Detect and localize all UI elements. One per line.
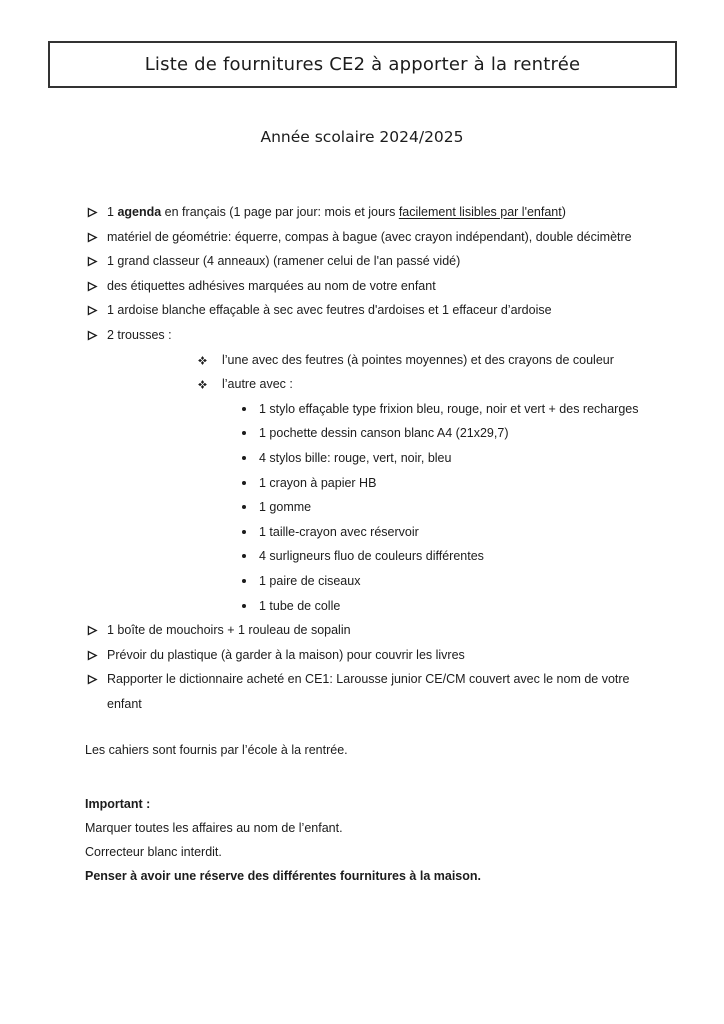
- list-item-text: Rapporter le dictionnaire acheté en CE1: Larousse junior CE/CM couvert avec le nom de votre: [107, 672, 630, 687]
- dot-bullet-icon: [242, 530, 246, 534]
- list-item-text: 1 ardoise blanche effaçable à sec avec feutres d'ardoises et 1 effaceur d’ardoise: [107, 303, 552, 318]
- important-label: Important :: [85, 796, 151, 811]
- list-item-ciseaux: [0, 569, 724, 594]
- note-correcteur: Correcteur blanc interdit.: [85, 845, 222, 860]
- list-item-text: l’une avec des feutres (à pointes moyennes) et des crayons de couleur: [222, 352, 614, 367]
- underlined-text: facilement lisibles par l'enfant: [398, 205, 562, 219]
- list-item-mouchoirs: [0, 618, 724, 643]
- note-cahiers: Les cahiers sont fournis par l’école à la rentrée.: [85, 743, 348, 758]
- list-item-text: 1 agenda en français (1 page par jour: mois et jours facilement lisibles par l'enfant): [107, 205, 566, 219]
- arrow-bullet-icon: [87, 305, 98, 316]
- agenda-bold-text: agenda: [117, 205, 162, 219]
- list-item-text: 1 paire de ciseaux: [259, 573, 361, 588]
- dot-bullet-icon: [242, 456, 246, 460]
- list-item-text: matériel de géométrie: équerre, compas à bague (avec crayon indépendant), double décimètre: [107, 229, 632, 244]
- list-item-stylo-frixion: [0, 397, 724, 422]
- school-year-subtitle: Année scolaire 2024/2025: [260, 128, 464, 146]
- list-item-text: 1 taille-crayon avec réservoir: [259, 524, 419, 539]
- list-item-text: 4 stylos bille: rouge, vert, noir, bleu: [259, 450, 452, 465]
- list-item-text: 1 pochette dessin canson blanc A4 (21x29,7): [259, 426, 509, 441]
- diamond-bullet-icon: [198, 356, 207, 365]
- list-item-surligneurs: [0, 544, 724, 569]
- list-item-etiquettes: [0, 274, 724, 299]
- list-item-crayon: [0, 471, 724, 496]
- list-item-ardoise: [0, 298, 724, 323]
- list-item-text: enfant: [107, 696, 142, 711]
- list-item-dictionnaire-continuation: [0, 692, 724, 717]
- arrow-bullet-icon: [87, 232, 98, 243]
- list-item-plastique: [0, 643, 724, 668]
- list-item-text: Prévoir du plastique (à garder à la maison) pour couvrir les livres: [107, 647, 465, 662]
- arrow-bullet-icon: [87, 256, 98, 267]
- arrow-bullet-icon: [87, 281, 98, 292]
- list-item-text: 2 trousses :: [107, 327, 172, 342]
- list-item-text: 1 crayon à papier HB: [259, 475, 377, 490]
- title-box: [48, 41, 677, 88]
- dot-bullet-icon: [242, 604, 246, 608]
- list-item-taille-crayon: [0, 520, 724, 545]
- diamond-bullet-icon: [198, 380, 207, 389]
- arrow-bullet-icon: [87, 650, 98, 661]
- list-item-text: 4 surligneurs fluo de couleurs différentes: [259, 549, 484, 564]
- list-item-geometrie: [0, 225, 724, 250]
- arrow-bullet-icon: [87, 207, 98, 218]
- arrow-bullet-icon: [87, 330, 98, 341]
- arrow-bullet-icon: [87, 674, 98, 685]
- dot-bullet-icon: [242, 407, 246, 411]
- list-item-text: 1 gomme: [259, 500, 312, 515]
- list-item-text: l’autre avec :: [222, 377, 293, 392]
- list-item-colle: [0, 594, 724, 619]
- page-title: Liste de fournitures CE2 à apporter à la rentrée: [144, 54, 581, 75]
- dot-bullet-icon: [242, 505, 246, 509]
- dot-bullet-icon: [242, 554, 246, 558]
- list-item-text: des étiquettes adhésives marquées au nom de votre enfant: [107, 278, 436, 293]
- dot-bullet-icon: [242, 579, 246, 583]
- list-item-dictionnaire: [0, 667, 724, 692]
- arrow-bullet-icon: [87, 625, 98, 636]
- dot-bullet-icon: [242, 481, 246, 485]
- list-item-stylos-bille: [0, 446, 724, 471]
- dot-bullet-icon: [242, 431, 246, 435]
- note-marquer: Marquer toutes les affaires au nom de l’enfant.: [85, 820, 343, 835]
- list-item-gomme: [0, 495, 724, 520]
- list-item-text: 1 tube de colle: [259, 598, 341, 613]
- list-item-agenda: [0, 200, 724, 225]
- list-item-classeur: [0, 249, 724, 274]
- list-item-pochette: [0, 421, 724, 446]
- list-item-text: 1 boîte de mouchoirs + 1 rouleau de sopalin: [107, 623, 351, 638]
- list-item-trousse-feutres: [0, 348, 724, 373]
- list-item-trousses: [0, 323, 724, 348]
- note-reserve: Penser à avoir une réserve des différentes fournitures à la maison.: [85, 869, 481, 884]
- list-item-text: 1 stylo effaçable type frixion bleu, rouge, noir et vert + des recharges: [259, 401, 639, 416]
- supplies-list: [0, 200, 724, 716]
- list-item-trousse-autre: [0, 372, 724, 397]
- notes-section: [85, 738, 684, 888]
- list-item-text: 1 grand classeur (4 anneaux) (ramener celui de l'an passé vidé): [107, 254, 461, 269]
